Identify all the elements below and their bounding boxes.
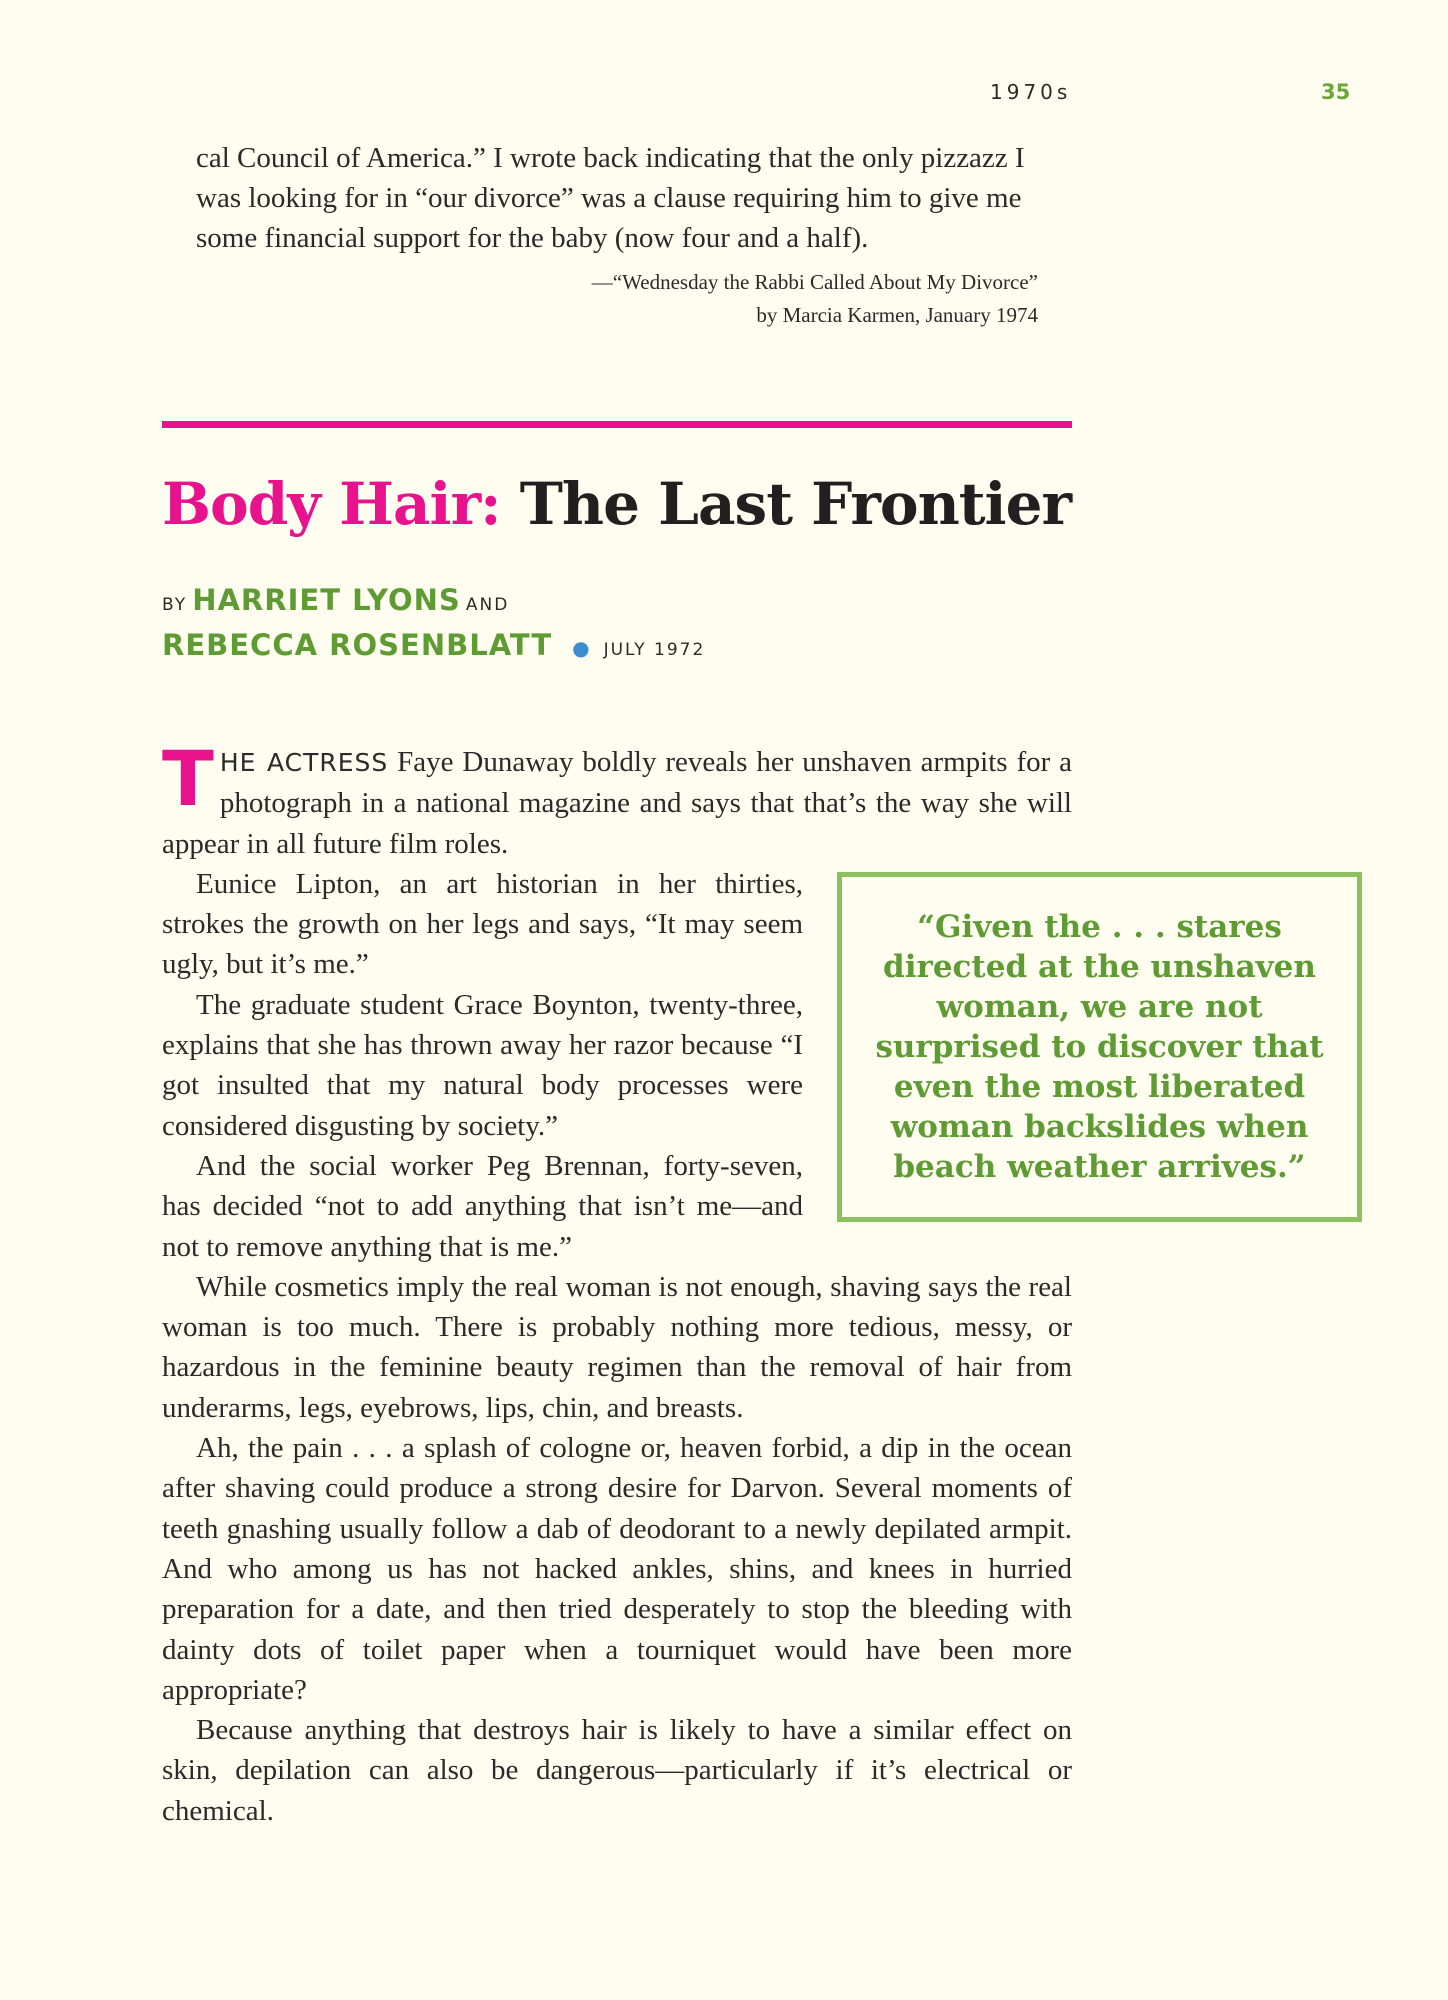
excerpt-source-author: by Marcia Karmen, January 1974 [756,303,1038,327]
excerpt-source [592,266,1038,332]
article-title-main: The Last Frontier [519,470,1072,538]
pull-quote: “Given the . . . stares directed at the unshaven woman, we are not surprised to discover that even the most liberated woman backslides when beach weather arrives.” [837,872,1362,1222]
excerpt-source-title: —“Wednesday the Rabbi Called About My Divorce” [591,270,1038,294]
drop-cap: T [162,734,214,823]
section-divider [162,421,1072,428]
paragraph-3: The graduate student Grace Boynton, twenty-three, explains that she has thrown away her razor because “I got insulted that my natural body processes were considered disgusting by society.” [162,988,803,1142]
page-number: 35 [1321,80,1351,104]
byline [162,580,705,670]
paragraph-1-text: Faye Dunaway boldly reveals her unshaven armpits for a photograph in a national magazine and says that that’s the way she will appear in all future film roles. [162,746,1072,860]
publication-date: JULY 1972 [603,640,706,660]
paragraph-6: Ah, the pain . . . a splash of cologne or, heaven forbid, a dip in the ocean after shaving could produce a strong desire for Darvon. Several moments of teeth gnashing usually follow a dab of deodorant to a newly depilated armpit. And who among us has not hacked ankles, shins, and knees in hurried preparation for a date, and then tried desperately to stop the bleeding with dainty dots of toilet paper when a tourniquet would have been more appropriate? [162,1432,1072,1706]
bullet-separator: ● [572,636,590,660]
author-name-2: REBECCA ROSENBLATT [162,628,553,662]
article-title-lead: Body Hair: [162,470,501,538]
article-body [162,734,1324,1831]
running-head: 1970s [990,80,1072,104]
previous-excerpt-text: cal Council of America.” I wrote back indicating that the only pizzazz I was looking for in “our divorce” was a clause requiring him to give me some financial support for the baby (now four and a half). [196,142,1025,254]
author-name-1: HARRIET LYONS [192,583,461,617]
paragraph-5: While cosmetics imply the real woman is not enough, shaving says the real woman is too much. There is probably nothing more tedious, messy, or hazardous in the feminine beauty regimen than the removal of hair from underarms, legs, eyebrows, lips, chin, and breasts. [162,1270,1072,1424]
lead-in: HE ACTRESS [219,748,389,777]
paragraph-7: Because anything that destroys hair is likely to have a similar effect on skin, depilation can also be dangerous—particularly if it’s electrical or chemical. [162,1714,1072,1827]
and-label: AND [465,595,510,615]
paragraph-1 [162,734,1072,864]
by-label: BY [162,595,188,615]
paragraph-4: And the social worker Peg Brennan, forty-seven, has decided “not to add anything that isn’t me—and not to remove anything that is me.” [162,1149,803,1263]
article-title [162,470,1071,538]
paragraph-2: Eunice Lipton, an art historian in her thirties, strokes the growth on her legs and says, “It may seem ugly, but it’s me.” [162,867,803,981]
previous-excerpt [196,138,1040,258]
